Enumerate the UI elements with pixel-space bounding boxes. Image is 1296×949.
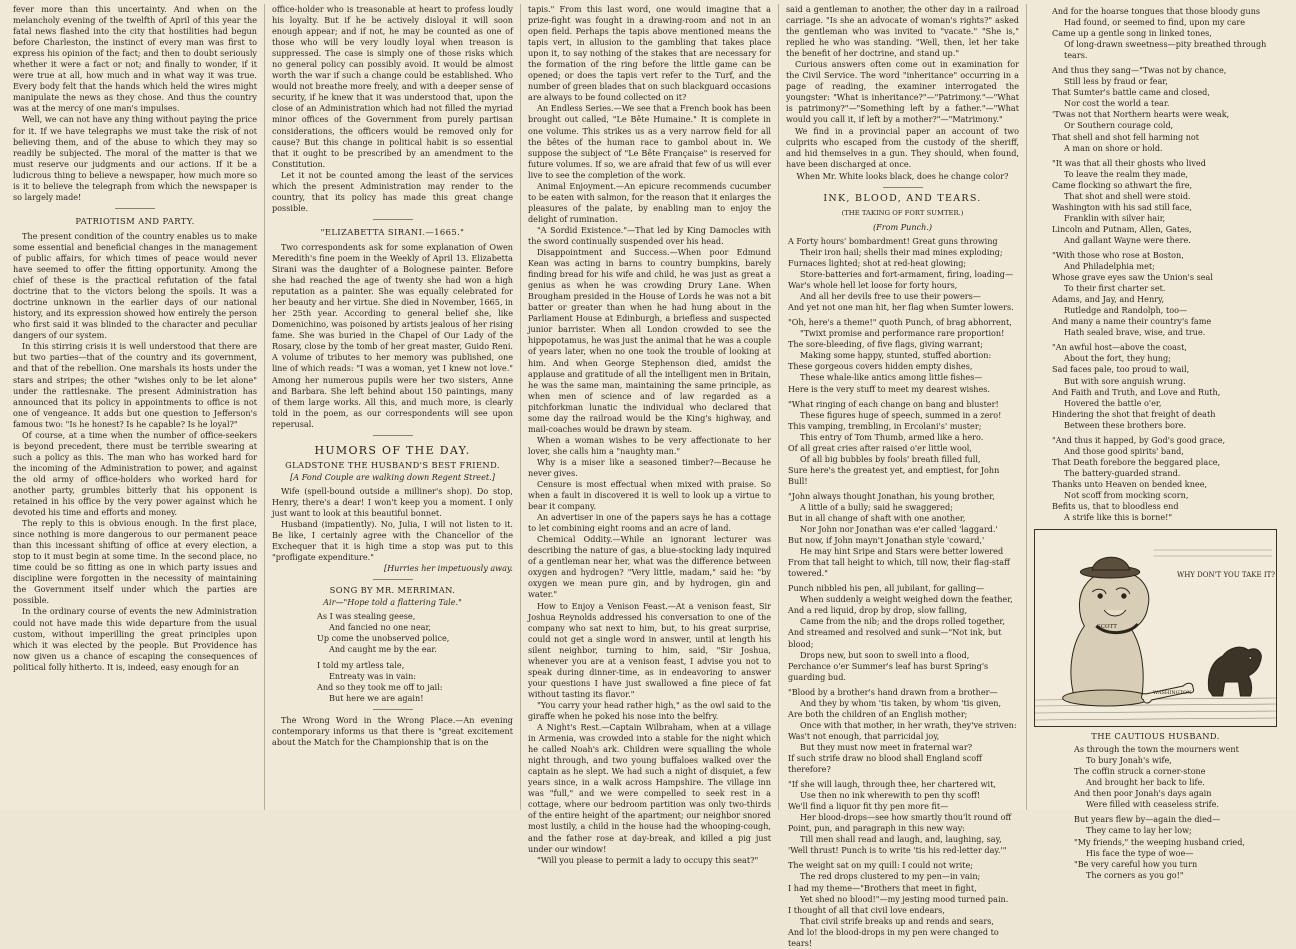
poem-body <box>786 236 1019 949</box>
poem-subtitle: (THE TAKING OF FORT SUMTER.) <box>841 208 964 217</box>
verse-line: Once with that mother, in her wrath, they've striven: <box>800 719 1017 730</box>
paragraph: An advertiser in one of the papers says he has a cottage to let combining eight rooms and an acre of land. <box>528 512 771 534</box>
paragraph: Why is a miser like a seasoned timber?—Because he never gives. <box>528 456 771 478</box>
section-title-sirani: "ELIZABETTA SIRANI.—1665." <box>320 226 465 237</box>
paragraph: Chemical Oddity.—While an ignorant lecturer was describing the nature of gas, a blue-stocking lady inquired of a gentleman near her, what was the difference between oxygen and hydrogen? "Very little, madam," said he: "by oxygen we mean pure gin, and by hydrogen, gin and water." <box>528 534 771 600</box>
verse-line: A Forty hours' bombardment! Great guns throwing <box>788 235 998 246</box>
verse-line: And so they took me off to jail: <box>317 681 443 692</box>
stanza <box>1034 814 1277 880</box>
paragraph: "Will you please to permit a lady to occupy this seat?" <box>537 854 759 865</box>
paragraph: Censure is most effectual when mixed with praise. So when a fault in discovered it is well to look up a virtue to bear it company. <box>528 479 771 512</box>
verse-line: And those good spirits' band, <box>1064 445 1184 456</box>
verse-line: These gorgeous covers hidden empty dishes, <box>788 361 973 372</box>
verse-line: The corners as you go!" <box>1086 869 1184 880</box>
paragraph: When a woman wishes to be very affectionate to her lover, she calls him a "naughty man." <box>528 434 771 456</box>
stanza <box>786 236 1019 313</box>
verse-line: And they by whom 'tis taken, by whom 'tis given, <box>800 697 1002 708</box>
verse-line: Rutledge and Randolph, too— <box>1064 305 1188 316</box>
verse-line: Hath sealed brave, wise, and true. <box>1064 327 1206 338</box>
verse-line: These figures huge of speech, summed in a zero! <box>800 409 1002 420</box>
divider <box>373 435 413 436</box>
verse-line: Entreaty was in vain: <box>329 670 417 681</box>
verse-line: Up come the unobserved police, <box>317 633 450 644</box>
verse-line: This entry of Tom Thumb, armed like a hero. <box>800 431 984 442</box>
stanza <box>786 491 1019 579</box>
verse-line: "My friends," the weeping husband cried, <box>1074 836 1245 847</box>
paragraph: Disappointment and Success.—When poor Edmund Kean was acting in barns to country bumpkins, barely finding bread for his wife and child, he was just as great a genius as when he was crowding Drury Lane. When Brougham presided in the House of Lords he was not a bit batter or greater than when he had hung about in the Parliament House at Edinburgh, a briefless and suspected junior barrister. When all London crowded to see the hippopotamus, he was just the animal that he was a couple of years later, when no one took the trouble of looking at him. And when George Stephenson died, amidst the applause and gratitude of all the intelligent men in Britain, he was the same man, maintaining the same principle, as when men of science and of law regarded as a pitchforkman lunatic the individual who declared that some day the railroad would be the King's highway, and mail-coaches would be drawn by steam. <box>528 247 771 434</box>
paragraph: How to Enjoy a Venison Feast.—At a venison feast, Sir Joshua Reynolds addressed his conversation to one of the company who sat next to him, but, to his great surprise, could not get a single word in answer, until at length his silent neighbor, turning to him, said, "Sir Joshua, whenever you are at a venison feast, I advise you not to speak during dinner-time, as in endeavoring to answer your questions I have just swallowed a fine piece of fat without tasting its flavor." <box>528 600 771 699</box>
stanza <box>786 779 1019 856</box>
paragraph: Of course, at a time when the number of office-seekers is beyond precedent, there must be terrible swearing at such a policy as this. The man who has worked hard for the incoming of the Administration to power, and against the old army of office-holders who worked hard for another party, grumbles bitterly that his opponent is retained in his office by the very power against which he devoted his time and efforts and money. <box>13 429 257 518</box>
verse-line: And brought her back to life. <box>1086 777 1205 788</box>
verse-line: Drops new, but soon to swell into a flood, <box>800 649 970 660</box>
verse-line: But they must now meet in fraternal war? <box>800 741 973 752</box>
verse-line: Whose grave eyes saw the Union's seal <box>1052 272 1213 283</box>
verse-line: Are both the children of an English mother; <box>788 708 968 719</box>
verse-line: And yet not one man hit, her flag when Sumter lowers. <box>788 302 1014 313</box>
stanza <box>786 860 1019 948</box>
verse-line: Was't not enough, that parricidal joy, <box>788 730 940 741</box>
verse-line: A man on shore or hold. <box>1064 142 1163 153</box>
verse-line: Or Southern courage cold, <box>1064 120 1174 131</box>
verse-line: But with sore anguish wrung. <box>1064 375 1186 386</box>
column-3 <box>520 4 778 865</box>
verse-line: Had found, or seemed to find, upon my care <box>1064 17 1246 28</box>
verse-line: That Death forebore the beggared place, <box>1052 456 1221 467</box>
paragraph: In this stirring crisis it is well understood that there are but two parties—that of the country and its government, and that of the rebellion. One marshals its hosts under the stars and stripes; the other "wishes only to be let alone" under the rattlesnake. The present Administration has announced that its policy in appointments to office is not one of vengeance. It adds but one question to Jefferson's famous two: "Is he honest? Is he capable? Is he loyal?" <box>13 341 257 429</box>
paragraph: fever more than this uncertainty. And when on the melancholy evening of the twelfth of April of this year the fatal news flashed into the city that hostilities had begun before Charleston, the instinct of every man was first to express his opinion of the fact; and then to doubt seriously whether it were a fact or not; and finally to wonder, if it were true at all, how much and in what way it was true. Every body felt that the hands which held the wires might manipulate the news as they chose. And thus the country was at the mercy of one man's impulses. <box>13 4 257 114</box>
poem-title-cautious-husband: THE CAUTIOUS HUSBAND. <box>1091 731 1220 742</box>
verse-line: "Be very careful how you turn <box>1074 858 1198 869</box>
verse-line: 'Twas not that Northern hearts were weak, <box>1052 109 1230 120</box>
stanza <box>1034 435 1277 523</box>
divider <box>373 219 413 220</box>
verse-line: But here we are again! <box>329 692 424 703</box>
verse-line: But now, if John mayn't Jonathan style 'coward,' <box>788 535 985 546</box>
verse-line: Sad faces pale, too proud to wail, <box>1052 364 1190 375</box>
verse-line: As I was stealing geese, <box>317 611 416 622</box>
paragraph: The Wrong Word in the Wrong Place.—An evening contemporary informs us that there is "great excitement about the Match for the Championship that is on the <box>272 714 513 747</box>
verse-line: Till men shall read and laugh, and, laughing, say, <box>800 834 1002 845</box>
verse-line: And many a name their country's fame <box>1052 316 1212 327</box>
paragraph: A Night's Rest.—Captain Wilbraham, when at a village in Armenia, was crowded into a stable for the night which he called Noah's ark. Children were squalling the whole night through, and two young buffaloes walked over the captain as he slept. We had such a night of disquiet, a few years since, in a walk across Hampshire. The village inn was "full," and we were compelled to seek rest in a cottage, where our bedroom partition was only two-thirds of the entire height of the apartment; our neighbor snored most lustily, a child in the house had the whooping-cough, and the father rose at day-break, and killed a pig just under our window! <box>528 722 771 854</box>
verse-line: These whale-like antics among little fishes— <box>800 372 983 383</box>
paragraph: When Mr. White looks black, does he change color? <box>796 170 1009 181</box>
verse-line: They came to lay her low; <box>1086 825 1192 836</box>
verse-line: "With those who rose at Boston, <box>1052 249 1184 260</box>
verse-line: "John always thought Jonathan, his young brother, <box>788 490 995 501</box>
verse-line: If such strife draw no blood shall England scoff therefore? <box>788 753 982 775</box>
verse-line: As through the town the mourners went <box>1074 744 1239 755</box>
verse-line: And thus they sang—"Twas not by chance, <box>1052 65 1227 76</box>
verse-line: I had my theme—"Brothers that meet in fight, <box>788 882 977 893</box>
stage-direction: [Hurries her impetuously away. <box>383 563 513 574</box>
paragraph: Two correspondents ask for some explanation of Owen Meredith's fine poem in the Weekly of April 13. Elizabetta Sirani was the daughter of a Bolognese painter. Before she had reached the age of twenty she had won a high reputation as a painter. She was equally celebrated for her beauty and her virtue. She died in November, 1665, in her 25th year. According to general belief she, like Domenichino, was poisoned by artists jealous of her rising fame. She was buried in the Chapel of Our Lady of the Rosary, close by the tomb of her great master, Guido Reni. A volume of tributes to her memory was published, one line of which reads: "I was a woman, yet I knew not love." Among her numerous pupils were her two sisters, Anne and Barbara. She left behind about 150 paintings, many of them large works. All this, and much more, is clearly told in the poem, as our correspondents will see upon reperusal. <box>272 241 513 429</box>
paragraph: Animal Enjoyment.—An epicure recommends cucumber to be eaten with salmon, for the reason that it enlarges the pleasures of the palate, by enabling man to enjoy the delight of rumination. <box>528 180 771 224</box>
verse-line: I told my artless tale, <box>317 659 405 670</box>
verse-line: Came from the nib; and the drops rolled together, <box>800 616 1005 627</box>
verse-line: 'Well thrust! Punch is to write 'tis his red-letter day.'" <box>788 845 1007 856</box>
verse-line: And lo! the blood-drops in my pen were changed to tears! <box>788 926 999 948</box>
verse-line: Thanks unto Heaven on bended knee, <box>1052 478 1208 489</box>
verse-line: Her blood-drops—see how smartly thou'lt round off <box>800 812 1012 823</box>
verse-line: When suddenly a weight weighed down the feather, <box>800 594 1013 605</box>
stanza <box>786 317 1019 394</box>
section-title-patriotism: PATRIOTISM AND PARTY. <box>75 215 195 226</box>
verse-line: That shot and shell were stoid. <box>1064 190 1191 201</box>
verse-line: Of all great cries after raised o'er little wool, <box>788 442 972 453</box>
paragraph: "A Sordid Existence."—That led by King Damocles with the sword continually suspended over his head. <box>528 224 771 246</box>
verse-line: Were filled with ceaseless strife. <box>1086 799 1219 810</box>
song-title: SONG BY MR. MERRIMAN. <box>329 585 456 596</box>
paragraph: The reply to this is obvious enough. In the first place, since nothing is more dangerous to our permanent peace than this incessant shifting of office at every election, a stop to it must begin at some time. In the second place, no time could be so fitting as one in which party issues and discipline were forgotten in the necessity of maintaining the Government itself under which the parties are possible. <box>13 518 257 606</box>
verse-line: Came flocking so athwart the fire, <box>1052 179 1193 190</box>
article-title-gladstone: GLADSTONE THE HUSBAND'S BEST FRIEND. <box>285 459 500 470</box>
stage-direction: [A Fond Couple are walking down Regent Street.] <box>290 471 495 482</box>
stanza <box>786 687 1019 775</box>
verse-line: Still less by fraud or fear, <box>1064 76 1168 87</box>
verse-line: Their iron hail; shells their mad mines exploding; <box>800 246 1003 257</box>
verse-line: And Faith and Truth, and Love and Ruth, <box>1052 386 1221 397</box>
verse-line: That Sumter's battle came and closed, <box>1052 87 1210 98</box>
paragraph: The present condition of the country enables us to make some essential and beneficial changes in the management of public affairs, for which times of peace would never have seemed to offer the fitting opportunity. Among the chief of these is the practical refutation of the fatal doctrine that to the victors belong the spoils. It was a doctrine unknown in the earlier days of our national history, and its expression showed how entirely the person who first said it was blinded to the character and peculiar dangers of our system. <box>13 230 257 341</box>
verse-line: That civil strife breaks up and rends and sears, <box>800 915 994 926</box>
verse-line: "An awful host—above the coast, <box>1052 342 1187 353</box>
verse-line: A little of a bully; said he swaggered; <box>800 501 953 512</box>
verse-line: But in all change of shaft with one another, <box>788 513 966 524</box>
verse-line: From that tall height to which, till now, their flag-staff towered." <box>788 557 1010 579</box>
verse-line: This vamping, trembling, in Ercolani's' muster; <box>788 420 982 431</box>
verse-line: Adams, and Jay, and Henry, <box>1052 294 1165 305</box>
verse-line: Making some happy, stunted, stuffed abortion: <box>800 350 992 361</box>
verse-line: And for the hoarse tongues that those bloody guns <box>1052 6 1261 16</box>
column-4 <box>778 4 1026 948</box>
paragraph: Husband (impatiently). No, Julia, I will not listen to it. Be like, I certainly agree with the Chancellor of the Exchequer that it is high time a stop was put to this "profligate expenditure." <box>272 519 513 563</box>
verse-line: We'll find a liquor fit thy pen more fit— <box>788 801 949 812</box>
verse-line: Franklin with silver hair, <box>1064 212 1166 223</box>
paragraph: "You carry your head rather high," as the owl said to the giraffe when he poked his nose into the belfry. <box>528 699 771 721</box>
paragraph: Wife (spell-bound outside a milliner's shop). Do stop, Henry, there's a dear! I won't keep you a moment. I only just want to look at this beautiful bonnet. <box>272 485 513 518</box>
verse <box>272 660 513 704</box>
verse-line: "What ringing of each change on bang and bluster! <box>788 398 999 409</box>
poem-credit: (From Punch.) <box>872 221 933 232</box>
section-title-humors: HUMORS OF THE DAY. <box>314 443 471 457</box>
verse-line: The battery-guarded strand. <box>1064 467 1181 478</box>
paragraph: office-holder who is treasonable at heart to profess loudly his loyalty. But if he be actively disloyal it will soon enough appear; and if not, he may be counted as one of those who will be very loudly loyal when treason is suppressed. The case is simply one of those risks which no general policy can possibly avoid. It would be almost worth the war if such a change could be established. Who would not breathe more freely, and with a deeper sense of security, if he knew that it was understood that, upon the close of an Administration which had not filled the myriad minor offices of the Government from purely partisan considerations, the officers would be removed only for cause? But this change in political habit is so essential that it ought to be prescribed by an amendment to the Constitution. <box>272 4 513 169</box>
stanza <box>1034 342 1277 430</box>
paragraph: In the ordinary course of events the new Administration could not have made this wide departure from the usual custom, without imperilling the great principles upon which it was elected by the people. But Providence has now given us a chance of escaping the consequences of political folly hitherto. It is, indeed, easy enough for an <box>13 606 257 672</box>
verse-line: Perchance o'er Summer's leaf has burst Spring's guarding bud. <box>788 660 989 682</box>
verse-line: He may hint Sripe and Stars were better lowered <box>800 546 1004 557</box>
column-2 <box>264 4 520 810</box>
column-5 <box>1026 4 1284 880</box>
verse-line: And caught me by the ear. <box>329 644 437 655</box>
verse-line: To bury Jonah's wife, <box>1086 755 1172 766</box>
verse-line: "Blood by a brother's hand drawn from a brother— <box>788 686 998 697</box>
verse-line: The coffin struck a corner-stone <box>1074 766 1206 777</box>
verse-line: To their first charter set. <box>1064 283 1166 294</box>
divider <box>883 187 923 188</box>
verse-line: Nor cost the world a tear. <box>1064 98 1170 109</box>
cartoon-illustration <box>1034 529 1277 727</box>
verse-line: The weight sat on my quill: I could not write; <box>788 860 974 871</box>
verse-line: And streamed and resolved and sunk—"Not ink, but blood; <box>788 627 1002 649</box>
verse-line: Use then no ink wherewith to pen thy scoff! <box>800 790 981 801</box>
verse-line: That shell and shot fell harming not <box>1052 131 1200 142</box>
verse-line: Punch nibbled his pen, all jubilant, for galling— <box>788 583 985 594</box>
stanza <box>1034 65 1277 153</box>
verse-line: "Twixt promise and performance rare proportion! <box>800 328 1005 339</box>
verse-line: I thought of all that civil love endears, <box>788 904 945 915</box>
cartoon-speech: WHY DON'T YOU TAKE IT? <box>1177 571 1276 580</box>
paragraph: Let it not be counted among the least of the services which the present Administration may render to the country, that its policy has made this great change possible. <box>272 169 513 213</box>
verse-line: Between these brothers bore. <box>1064 419 1187 430</box>
stanza <box>786 399 1019 487</box>
column-1 <box>6 4 264 810</box>
paragraph: We find in a provincial paper an account of two culprits who escaped from the custody of the sheriff, and hid themselves in a gun. They should, when found, have been discharged at once. <box>786 125 1019 169</box>
verse-line: And then poor Jonah's days again <box>1074 788 1212 799</box>
verse-line: A strife like this is borne!" <box>1064 512 1173 523</box>
verse-line: Washington with his sad still face, <box>1052 201 1192 212</box>
verse-line: "Oh, here's a theme!" quoth Punch, of brag abhorrent, <box>788 317 1012 328</box>
verse-line: "It was that all their ghosts who lived <box>1052 157 1206 168</box>
verse-line: Hindering the shot that freight of death <box>1052 408 1216 419</box>
stanza <box>1034 158 1277 246</box>
verse-line: Lincoln and Putnam, Allen, Gates, <box>1052 223 1192 234</box>
paragraph: tapis." From this last word, one would imagine that a prize-fight was fought in a drawing-room and not in an open field. Perhaps the tapis above mentioned means the tapis vert, in allusion to the gambling that takes place upon it, to say nothing of the stakes that are necessary for the formation of the ring before the little game can be opened; or does the tapis vert refer to the Turf, and the number of green blades that on such blackguard occasions are always to be found collected on it? <box>528 4 771 103</box>
verse-line: His face the type of woe— <box>1086 847 1194 858</box>
verse-line: Store-batteries and fort-armament, firing, loading— <box>800 269 1014 280</box>
divider <box>373 579 413 580</box>
stanza <box>1034 6 1277 61</box>
verse-line: Yet shed no blood!"—my jesting mood turned pain. <box>800 893 1009 904</box>
verse-line: Nor John nor Jonathan was e'er called 'laggard.' <box>800 524 998 535</box>
cartoon-collar-label: SCOTT <box>1097 624 1117 631</box>
stanza <box>1034 744 1277 810</box>
verse-line: The sore-bleeding, of five flags, giving warrant; <box>788 339 983 350</box>
verse-line: But years flew by—again the died— <box>1074 814 1221 825</box>
divider <box>115 208 155 209</box>
verse-line: Not scoff from mocking scorn, <box>1064 489 1189 500</box>
paragraph: An Endless Series.—We see that a French book has been brought out called, "Le Bête Humaine." It is complete in one volume. This strikes us as a very narrow field for all the bêtes of the human race to gambol about in. We suppose the subject of "Le Bête Française" is reserved for future volumes. If so, we are afraid that few of us will ever live to see the completion of the work. <box>528 103 771 180</box>
poem-title: INK, BLOOD, AND TEARS. <box>823 192 982 204</box>
verse-line: Came up a gentle song in linked tones, <box>1052 28 1212 39</box>
stanza <box>1034 250 1277 338</box>
verse-line: And gallant Wayne were there. <box>1064 234 1191 245</box>
cartoon-bone-label: WASHINGTON <box>1153 690 1192 697</box>
verse-line: Sure here's the greatest yet, and emptiest, for John Bull! <box>788 464 1000 486</box>
paragraph: Curious answers often come out in examination for the Civil Service. The word "inheritance" occurring in a page of reading, the examiner interrogated the youngster: "What is inheritance?"—"Patrimony."—"What is patrimony?"—"Something left by a father."—"What would you call it, if left by a mother?"—"Matrimony." <box>786 59 1019 125</box>
verse-line: To leave the realm they made, <box>1064 168 1188 179</box>
verse-line: And all her devils free to use their powers— <box>800 291 981 302</box>
verse-line: Befits us, that to bloodless end <box>1052 501 1179 512</box>
paragraph: Well, we can not have any thing without paying the price for it. If we have telegraphs we must take the risk of not believing them, and of the abuse to which they may so readily be subjected. The moral of the matter is that we must reserve our judgments and our actions. If it be a ludicrous thing to believe a newspaper, how much more so is it to believe the telegraph from which the newspaper is so largely made! <box>13 114 257 202</box>
poem-body <box>1034 744 1277 881</box>
verse-line: About the fort, they hung; <box>1064 353 1171 364</box>
verse-line: Hovered the battle o'er, <box>1064 397 1162 408</box>
verse-line: Point, pun, and paragraph in this new way: <box>788 823 965 834</box>
verse-line: Furnaces lighted; shot at red-heat glowing; <box>788 257 967 268</box>
verse-line: War's whole hell let loose for forty hours, <box>788 280 958 291</box>
verse-line: And fancied no one near, <box>329 622 431 633</box>
verse-line: And Philadelphia met; <box>1064 261 1155 272</box>
verse-line: Of all big bubbles by fools' breath filled full, <box>800 453 981 464</box>
verse-line: "If she will laugh, through thee, her chartered wit, <box>788 779 996 790</box>
verse-line: And a red liquid, drop by drop, slow falling, <box>788 605 968 616</box>
verse-line: Here is the very stuff to meet my dearest wishes. <box>788 383 990 394</box>
poem-continuation <box>1034 6 1277 523</box>
stanza <box>786 583 1019 682</box>
verse <box>272 611 513 655</box>
divider <box>373 709 413 710</box>
song-air: Air—"Hope told a flattering Tale." <box>323 597 462 608</box>
verse-line: "And thus it happed, by God's good grace, <box>1052 434 1226 445</box>
verse-line: Of long-drawn sweetness—pity breathed through tears. <box>1064 39 1267 61</box>
paragraph: said a gentleman to another, the other day in a railroad carriage. "Is she an advocate of woman's rights?" asked the gentleman who was invited to "vacate." "She is," replied he who was standing. "Well, then, let her take the benefit of her doctrine, and stand up." <box>786 4 1019 59</box>
verse-line: The red drops clustered to my pen—in vain; <box>800 871 981 882</box>
